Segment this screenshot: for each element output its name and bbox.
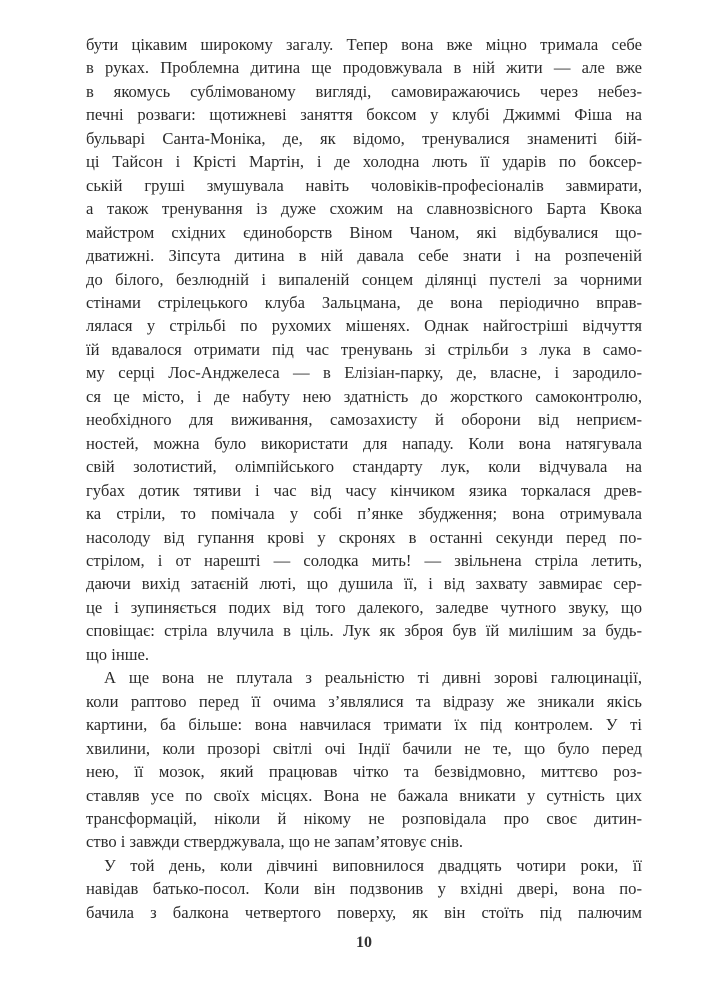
text-line: ській груші змушувала навіть чоловіків-професіоналів завмирати,: [86, 175, 642, 195]
text-line: їй вдавалося отримати під час тренувань зі стрільби з лука в само-: [86, 339, 642, 359]
text-line: свій золотистий, олімпійського стандарту лук, коли відчувала на: [86, 457, 642, 477]
text-line: ставляв усе по своїх місцях. Вона не бажала вникати у сутність цих: [86, 785, 642, 805]
text-line: бути цікавим широкому загалу. Тепер вона вже міцно тримала себе: [86, 35, 642, 54]
text-line: трансформацій, ніколи й нікому не розповідала про своє дитин-: [86, 808, 642, 828]
text-line: що інше.: [86, 644, 150, 664]
text-line: картини, ба більше: вона навчилася тримати їх під контролем. У ті: [86, 715, 642, 735]
text-line: коли раптово перед її очима з’являлися та відразу же зникали якісь: [86, 691, 642, 711]
page-number: 10: [356, 934, 372, 951]
text-line: губах дотик тятиви і час від часу кінчиком язика торкалася древ-: [86, 480, 642, 500]
text-line: лялася у стрільбі по рухомих мішенях. Однак найгостріші відчуття: [86, 316, 642, 336]
text-line: сповіщає: стріла влучила в ціль. Лук як зброя був їй милішим за будь-: [86, 621, 642, 641]
text-line: му серці Лос-Анджелеса — в Елізіан-парку, де, власне, і зародило-: [86, 363, 642, 383]
text-line: ся це місто, і де набуту нею здатність до жорсткого самоконтролю,: [86, 386, 642, 406]
text-line: майстром східних єдиноборств Віном Чаном, які відбувалися що-: [86, 222, 642, 242]
text-line: нею, її мозок, який працював чітко та безвідмовно, миттєво роз-: [86, 762, 642, 782]
text-line: ство і завжди стверджувала, що не запам’ятовує снів.: [86, 832, 464, 852]
text-line: до білого, безлюдній і випаленій сонцем ділянці пустелі за чорними: [86, 269, 642, 289]
text-line: бачила з балкона четвертого поверху, як він стоїть під палючим: [86, 902, 642, 922]
paragraph: [86, 666, 642, 854]
text-line: в руках. Проблемна дитина ще продовжувала в ній жити — але вже: [86, 58, 642, 78]
text-line: стрілом, і от нарешті — солодка мить! — звільнена стріла летить,: [86, 550, 642, 570]
paragraph: [86, 33, 642, 666]
text-line: хвилини, коли прозорі світлі очі Індії бачили не те, що було перед: [86, 738, 642, 758]
text-line: це і зупиняється подих від того далекого, заледве чутного звуку, що: [86, 597, 642, 617]
text-line: стінами стрілецького клуба Зальцмана, де вона періодично вправ-: [86, 292, 642, 312]
text-line: в якомусь сублімованому вигляді, самовиражаючись через небез-: [86, 81, 642, 101]
text-line: бульварі Санта-Моніка, де, як відомо, тренувалися знамениті бій-: [86, 128, 642, 148]
text-line: необхідного для виживання, самозахисту й оборони від неприєм-: [86, 410, 642, 430]
text-line: У той день, коли дівчині виповнилося двадцять чотири роки, її: [104, 855, 642, 875]
text-line: ка стріли, то помічала у собі п’янке збудження; вона отримувала: [86, 504, 642, 524]
text-line: даючи вихід затаєній люті, що душила її, і від захвату завмирає сер-: [86, 574, 642, 594]
text-line: печні розваги: щотижневі заняття боксом у клубі Джиммі Фіша на: [86, 105, 642, 125]
paragraph: [86, 854, 642, 924]
text-line: ці Тайсон і Крісті Мартін, і де холодна лють її ударів по боксер-: [86, 152, 642, 172]
page-body-text: [86, 33, 642, 924]
text-line: ностей, можна було використати для нападу. Коли вона натягувала: [86, 433, 642, 453]
text-line: а також тренування із дуже схожим на славнозвісного Барта Квока: [86, 199, 642, 219]
text-line: дватижні. Зіпсута дитина в ній давала себе знати і на розпеченій: [86, 246, 642, 266]
text-line: насолоду від гупання крові у скронях в останні секунди перед по-: [86, 527, 642, 547]
text-line: навідав батько-посол. Коли він подзвонив у вхідні двері, вона по-: [86, 879, 642, 899]
text-line: А ще вона не плутала з реальністю ті дивні зорові галюцинації,: [104, 668, 642, 688]
